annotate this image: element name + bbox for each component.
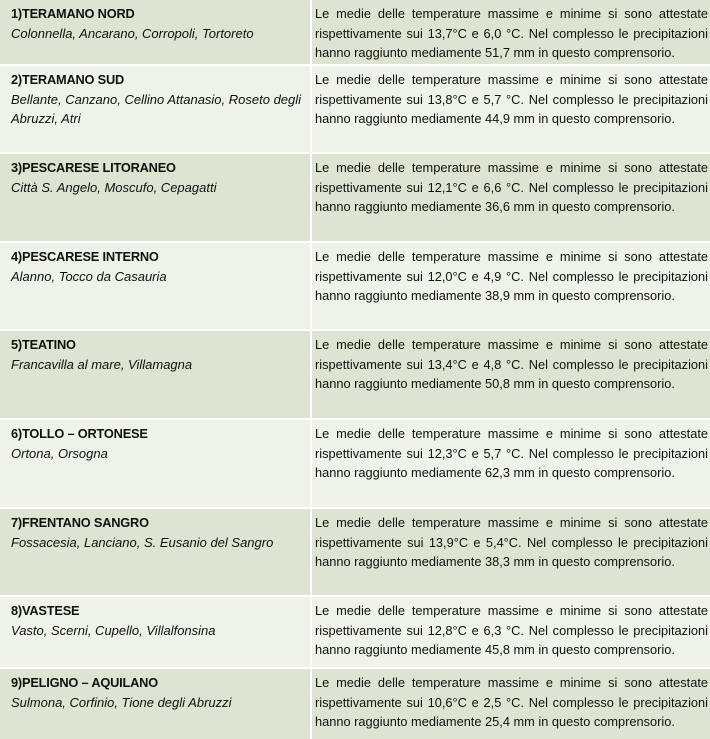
- table-row: [0, 153, 710, 242]
- table-row: [0, 0, 710, 65]
- zone-towns: Francavilla al mare, Villamagna: [11, 356, 193, 372]
- zone-description: Le medie delle temperature massime e minime si sono attestate rispettivamente sui 12,0°C e 4,9 °C. Nel complesso le precipitazioni hanno raggiunto mediamente 38,9 mm in questo comprensorio.: [311, 242, 710, 330]
- zone-towns: Città S. Angelo, Moscufo, Cepagatti: [11, 179, 217, 195]
- zone-description: Le medie delle temperature massime e minime si sono attestate rispettivamente sui 13,7°C e 6,0 °C. Nel complesso le precipitazioni hanno raggiunto mediamente 51,7 mm in questo comprensorio.: [311, 0, 710, 65]
- zone-cell: [0, 153, 311, 242]
- zone-title: 4)PESCARESE INTERNO: [11, 249, 159, 264]
- table-row: [0, 330, 710, 419]
- zone-towns: Colonnella, Ancarano, Corropoli, Tortoreto: [11, 25, 254, 41]
- zone-description: Le medie delle temperature massime e minime si sono attestate rispettivamente sui 13,8°C e 5,7 °C. Nel complesso le precipitazioni hanno raggiunto mediamente 44,9 mm in questo comprensorio.: [311, 65, 710, 153]
- table-row: [0, 419, 710, 508]
- zone-cell: [0, 508, 311, 596]
- zone-towns: Alanno, Tocco da Casauria: [11, 268, 167, 284]
- zone-towns: Ortona, Orsogna: [11, 445, 108, 461]
- zone-towns: Bellante, Canzano, Cellino Attanasio, Roseto degli Abruzzi, Atri: [11, 91, 302, 126]
- zone-title: 7)FRENTANO SANGRO: [11, 515, 149, 530]
- zone-cell: [0, 330, 311, 419]
- zone-description: Le medie delle temperature massime e minime si sono attestate rispettivamente sui 13,9°C e 5,4°C. Nel complesso le precipitazioni hanno raggiunto mediamente 38,3 mm in questo comprensorio.: [311, 508, 710, 596]
- table-row: [0, 242, 710, 330]
- zone-title: 8)VASTESE: [11, 603, 80, 618]
- zone-title: 3)PESCARESE LITORANEO: [11, 160, 176, 175]
- zone-title: 5)TEATINO: [11, 337, 76, 352]
- zone-description: Le medie delle temperature massime e minime si sono attestate rispettivamente sui 12,3°C e 5,7 °C. Nel complesso le precipitazioni hanno raggiunto mediamente 62,3 mm in questo comprensorio.: [311, 419, 710, 508]
- zone-title: 2)TERAMANO SUD: [11, 72, 125, 87]
- zone-cell: [0, 0, 311, 65]
- zone-towns: Vasto, Scerni, Cupello, Villalfonsina: [11, 622, 216, 638]
- zone-cell: [0, 596, 311, 668]
- zone-title: 1)TERAMANO NORD: [11, 6, 135, 21]
- zone-title: 6)TOLLO – ORTONESE: [11, 426, 148, 441]
- zone-cell: [0, 65, 311, 153]
- zone-title: 9)PELIGNO – AQUILANO: [11, 675, 158, 690]
- zone-cell: [0, 419, 311, 508]
- zone-description: Le medie delle temperature massime e minime si sono attestate rispettivamente sui 13,4°C e 4,8 °C. Nel complesso le precipitazioni hanno raggiunto mediamente 50,8 mm in questo comprensorio.: [311, 330, 710, 419]
- zone-description: Le medie delle temperature massime e minime si sono attestate rispettivamente sui 12,1°C e 6,6 °C. Nel complesso le precipitazioni hanno raggiunto mediamente 36,6 mm in questo comprensorio.: [311, 153, 710, 242]
- table-row: [0, 65, 710, 153]
- table-row: [0, 596, 710, 668]
- zone-description: Le medie delle temperature massime e minime si sono attestate rispettivamente sui 10,6°C e 2,5 °C. Nel complesso le precipitazioni hanno raggiunto mediamente 25,4 mm in questo comprensorio.: [311, 668, 710, 739]
- zone-cell: [0, 242, 311, 330]
- table-row: [0, 668, 710, 739]
- zone-description: Le medie delle temperature massime e minime si sono attestate rispettivamente sui 12,8°C e 6,3 °C. Nel complesso le precipitazioni hanno raggiunto mediamente 45,8 mm in questo comprensorio.: [311, 596, 710, 668]
- zone-towns: Fossacesia, Lanciano, S. Eusanio del Sangro: [11, 534, 274, 550]
- table-row: [0, 508, 710, 596]
- zone-cell: [0, 668, 311, 739]
- zone-towns: Sulmona, Corfinio, Tione degli Abruzzi: [11, 694, 232, 710]
